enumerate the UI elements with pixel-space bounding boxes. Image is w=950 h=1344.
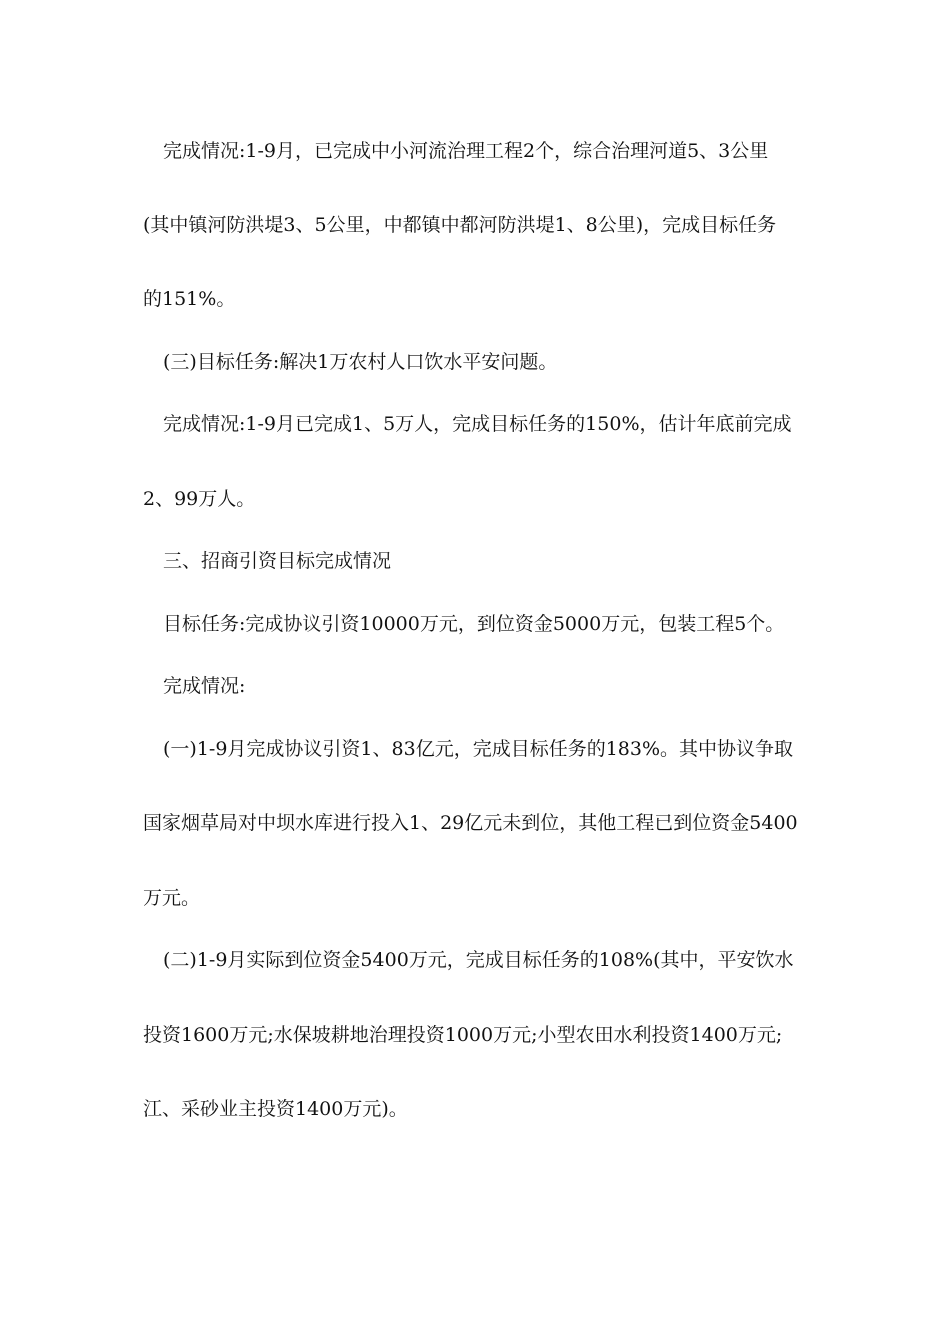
section-heading-3: (三)目标任务:解决1万农村人口饮水平安问题。 xyxy=(163,351,558,373)
paragraph-line-12: 万元。 xyxy=(143,887,201,909)
paragraph-line-3: 的151%。 xyxy=(143,288,236,310)
paragraph-line-6: 2、99万人。 xyxy=(143,488,256,510)
paragraph-line-8: 目标任务:完成协议引资10000万元，到位资金5000万元，包装工程5个。 xyxy=(163,613,785,635)
paragraph-line-15: 江、采砂业主投资1400万元)。 xyxy=(143,1098,408,1120)
paragraph-line-9: 完成情况: xyxy=(163,675,246,697)
section-heading-investment: 三、招商引资目标完成情况 xyxy=(163,550,392,572)
paragraph-line-11: 国家烟草局对中坝水库进行投入1、29亿元未到位，其他工程已到位资金5400 xyxy=(143,812,798,834)
paragraph-line-13: (二)1-9月实际到位资金5400万元，完成目标任务的108%(其中，平安饮水 xyxy=(163,949,794,971)
paragraph-line-5: 完成情况:1-9月已完成1、5万人，完成目标任务的150%，估计年底前完成 xyxy=(163,413,792,435)
paragraph-line-10: (一)1-9月完成协议引资1、83亿元，完成目标任务的183%。其中协议争取 xyxy=(163,738,794,760)
paragraph-line-1: 完成情况:1-9月，已完成中小河流治理工程2个，综合治理河道5、3公里 xyxy=(163,140,769,162)
paragraph-line-2: (其中镇河防洪堤3、5公里，中都镇中都河防洪堤1、8公里)，完成目标任务 xyxy=(143,214,777,236)
paragraph-line-14: 投资1600万元;水保坡耕地治理投资1000万元;小型农田水利投资1400万元; xyxy=(143,1024,783,1046)
